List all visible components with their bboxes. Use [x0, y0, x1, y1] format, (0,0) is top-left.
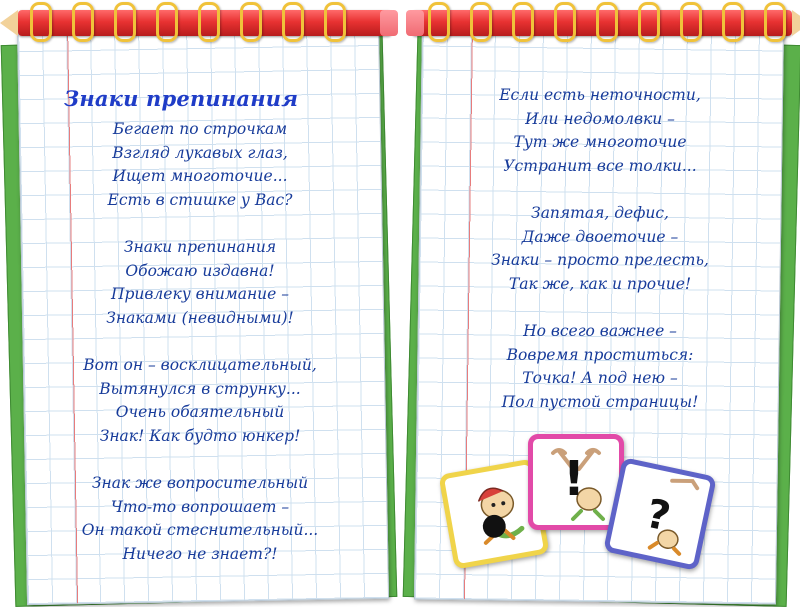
spiral-ring-icon: [764, 2, 786, 42]
question-character-card: [603, 457, 717, 571]
poem-line: Обожаю издавна!: [125, 261, 275, 280]
poem-line: Он такой стеснительный...: [81, 521, 319, 540]
spiral-ring-icon: [638, 2, 660, 42]
poem-line: Знаками (невидными)!: [106, 308, 294, 327]
spiral-ring-icon: [722, 2, 744, 42]
spiral-ring-icon: [198, 2, 220, 42]
poem-line: Привлеку внимание –: [110, 285, 289, 304]
poem-line: Но всего важнее –: [523, 321, 677, 340]
poem-line: Ничего не знает?!: [122, 544, 278, 563]
poem-line: Устранит все толки...: [503, 156, 697, 175]
spiral-ring-icon: [554, 2, 576, 42]
poem-line: Знак же вопросительный: [91, 473, 309, 492]
spiral-ring-icon: [30, 2, 52, 42]
poem-line: Знаки – просто прелесть,: [491, 251, 709, 270]
dot-symbol: ●: [478, 505, 510, 545]
poem-line: Что-то вопрошает –: [110, 497, 290, 516]
poem-line: Знаки препинания: [123, 237, 277, 256]
right-poem: [440, 84, 760, 414]
spiral-ring-icon: [596, 2, 618, 42]
spiral-ring-icon: [680, 2, 702, 42]
exclamation-symbol: !: [563, 451, 585, 507]
poem-line: Пол пустой страницы!: [501, 392, 699, 411]
spiral-ring-icon: [282, 2, 304, 42]
left-poem: [40, 118, 360, 566]
spiral-ring-icon: [114, 2, 136, 42]
poem-line: Вытянулся в струнку...: [99, 379, 301, 398]
poem-line: Если есть неточности,: [499, 86, 701, 104]
poem-line: Точка! А под нею –: [522, 369, 678, 388]
poem-line: Взгляд лукавых глаз,: [112, 143, 288, 162]
spiral-ring-icon: [156, 2, 178, 42]
spiral-ring-icon: [512, 2, 534, 42]
poem-line: Вовремя проститься:: [506, 345, 694, 364]
poem-line: Так же, как и прочие!: [508, 274, 692, 293]
poem-line: Даже двоеточие –: [521, 227, 679, 246]
poem-line: Запятая, дефис,: [531, 203, 669, 222]
poem-line: Есть в стишке у Вас?: [107, 190, 293, 209]
spiral-ring-icon: [240, 2, 262, 42]
spiral-ring-icon: [324, 2, 346, 42]
spiral-ring-icon: [470, 2, 492, 42]
poem-line: Ищет многоточие...: [112, 167, 288, 186]
poem-line: Бегает по строчкам: [112, 120, 288, 138]
poem-line: Или недомолвки –: [525, 109, 675, 128]
spiral-ring-icon: [428, 2, 450, 42]
poem-line: Вот он – восклицательный,: [83, 355, 317, 374]
poem-line: Знак! Как будто юнкер!: [99, 426, 301, 445]
question-symbol: ?: [642, 490, 675, 541]
poem-title: Знаки препинания: [64, 86, 299, 111]
spiral-ring-icon: [72, 2, 94, 42]
poem-line: Тут же многоточие: [513, 133, 687, 152]
poem-line: Очень обаятельный: [115, 403, 285, 422]
